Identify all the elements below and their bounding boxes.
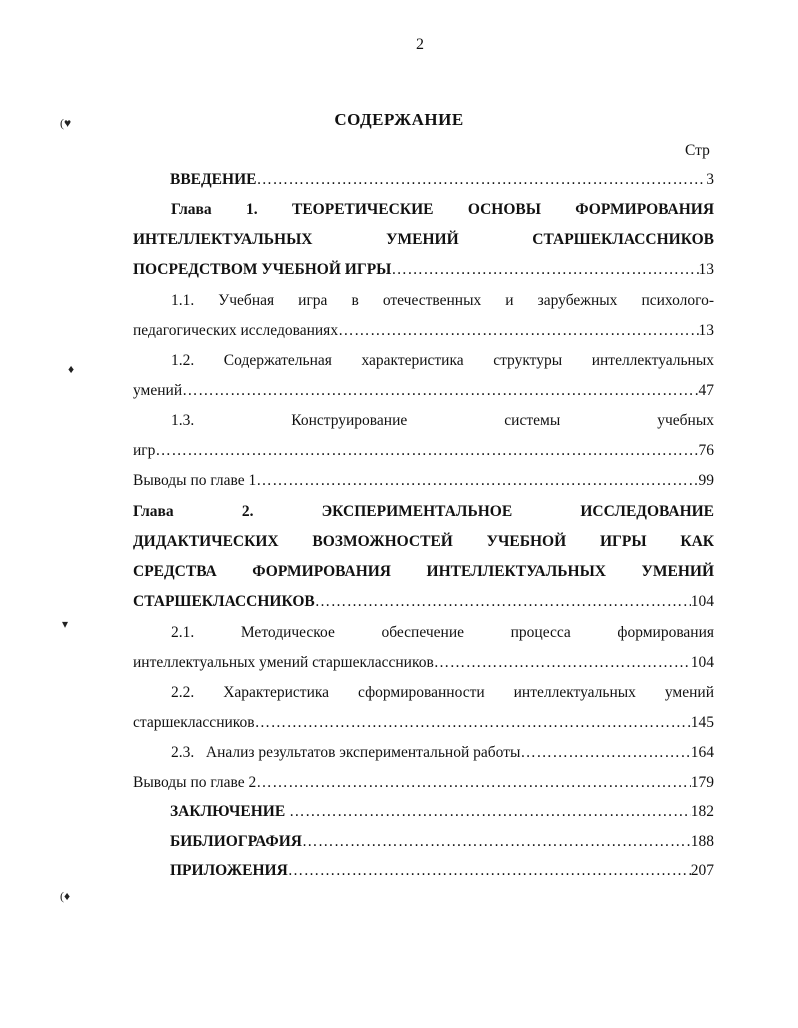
toc-leader-dots <box>434 653 691 673</box>
toc-word: Содержательная <box>223 352 332 369</box>
toc-chapter-1-line-2[interactable] <box>133 230 714 250</box>
toc-word: психолого- <box>641 292 714 309</box>
toc-word: игра <box>298 292 328 309</box>
page-column-label: Стр <box>685 142 710 159</box>
toc-word: в <box>351 292 359 309</box>
toc-entry-page: 104 <box>690 654 714 671</box>
margin-mark-icon: (♦ <box>60 889 71 903</box>
toc-entry-page: 3 <box>706 171 714 188</box>
toc-entry-appendices[interactable] <box>170 861 714 881</box>
toc-entry-page: 13 <box>698 261 714 278</box>
toc-word: Учебная <box>218 292 275 309</box>
toc-chapter-2-line-3[interactable] <box>133 562 714 582</box>
toc-leader-dots <box>182 381 698 401</box>
toc-word: ИНТЕЛЛЕКТУАЛЬНЫХ <box>426 563 606 580</box>
toc-entry-page: 207 <box>690 862 714 879</box>
toc-leader-dots <box>155 441 698 461</box>
toc-entry-label: игр <box>133 442 156 459</box>
toc-leader-dots <box>391 260 698 280</box>
margin-mark-icon: (♥ <box>60 116 72 130</box>
toc-word: характеристика <box>361 352 464 369</box>
toc-word: ВОЗМОЖНОСТЕЙ <box>312 533 453 550</box>
toc-leader-dots <box>289 802 691 822</box>
toc-word: ФОРМИРОВАНИЯ <box>252 563 391 580</box>
toc-entry-label: БИБЛИОГРАФИЯ <box>170 833 302 850</box>
toc-entry-conclusions-2[interactable] <box>133 773 714 793</box>
toc-word: структуры <box>493 352 563 369</box>
toc-word: ИНТЕЛЛЕКТУАЛЬНЫХ <box>133 231 313 248</box>
toc-section-2-2-line-2[interactable] <box>133 713 714 733</box>
toc-word: сформированности <box>358 684 485 701</box>
toc-word: УЧЕБНОЙ <box>486 533 567 550</box>
toc-word: зарубежных <box>537 292 618 309</box>
toc-word: 1. <box>246 201 258 218</box>
toc-entry-page: 47 <box>698 382 714 399</box>
toc-leader-dots <box>288 861 691 881</box>
toc-word: Характеристика <box>223 684 330 701</box>
toc-entry-label: Выводы по главе 2 <box>133 774 257 791</box>
toc-word: обеспечение <box>381 624 464 641</box>
toc-entry-label: СТАРШЕКЛАССНИКОВ <box>133 593 315 610</box>
toc-leader-dots <box>256 170 706 190</box>
toc-word: 1.3. <box>171 412 195 429</box>
toc-word: Глава <box>133 503 174 520</box>
toc-entry-page: 145 <box>690 714 714 731</box>
toc-word: и <box>505 292 514 309</box>
toc-entry-label: умений <box>133 382 183 399</box>
toc-word: 2. <box>241 503 254 520</box>
toc-entry-label: 2.3. Анализ результатов экспериментальной работы <box>171 744 521 761</box>
toc-entry-page: 164 <box>690 744 714 761</box>
toc-word: интеллектуальных <box>513 684 636 701</box>
toc-word: ЭКСПЕРИМЕНТАЛЬНОЕ <box>321 503 513 520</box>
toc-entry-label: Выводы по главе 1 <box>133 472 257 489</box>
toc-entry-label: педагогических исследованиях <box>133 322 339 339</box>
toc-word: 1.2. <box>171 352 195 369</box>
toc-word: формирования <box>617 624 715 641</box>
toc-entry-conclusions-1[interactable] <box>133 471 714 491</box>
toc-entry-page: 76 <box>698 442 714 459</box>
toc-section-1-3-line-2[interactable] <box>133 441 714 461</box>
toc-section-2-1-line-1[interactable] <box>133 623 714 643</box>
margin-mark-icon: ▾ <box>62 617 69 631</box>
toc-word: УМЕНИЙ <box>641 563 715 580</box>
toc-entry-label: ПРИЛОЖЕНИЯ <box>170 862 288 879</box>
toc-leader-dots <box>338 321 698 341</box>
toc-entry-conclusion[interactable] <box>170 802 714 822</box>
toc-chapter-1-line-3[interactable] <box>133 260 714 280</box>
toc-word: ФОРМИРОВАНИЯ <box>575 201 715 218</box>
toc-word: Методическое <box>240 624 335 641</box>
toc-chapter-2-line-4[interactable] <box>133 592 714 612</box>
toc-word: Глава <box>171 201 212 218</box>
toc-word: ОСНОВЫ <box>467 201 541 218</box>
toc-entry-label: старшеклассников <box>133 714 255 731</box>
toc-chapter-1-line-1[interactable] <box>133 200 714 220</box>
margin-mark-icon: ♦ <box>68 362 75 376</box>
toc-section-2-1-line-2[interactable] <box>133 653 714 673</box>
toc-section-1-2-line-1[interactable] <box>133 351 714 371</box>
toc-entry-label: ВВЕДЕНИЕ <box>170 171 257 188</box>
toc-chapter-2-line-2[interactable] <box>133 532 714 552</box>
toc-word: 2.2. <box>171 684 195 701</box>
toc-entry-bibliography[interactable] <box>170 832 714 852</box>
toc-entry-page: 99 <box>698 472 714 489</box>
toc-leader-dots <box>256 773 690 793</box>
toc-entry-page: 179 <box>690 774 714 791</box>
toc-word: 1.1. <box>171 292 195 309</box>
toc-entry-page: 104 <box>690 593 714 610</box>
toc-entry-label: интеллектуальных умений старшеклассников <box>133 654 434 671</box>
toc-word: СТАРШЕКЛАССНИКОВ <box>532 231 714 248</box>
toc-section-1-1-line-2[interactable] <box>133 321 714 341</box>
toc-section-2-2-line-1[interactable] <box>133 683 714 703</box>
page-number: 2 <box>416 36 424 53</box>
toc-section-1-1-line-1[interactable] <box>133 291 714 311</box>
toc-leader-dots <box>255 713 691 733</box>
toc-entry-page: 188 <box>690 833 714 850</box>
toc-word: Конструирование <box>291 412 408 429</box>
toc-word: отечественных <box>382 292 482 309</box>
toc-word: умений <box>664 684 715 701</box>
toc-word: ТЕОРЕТИЧЕСКИЕ <box>292 201 434 218</box>
toc-word: учебных <box>657 412 715 429</box>
toc-word: ИССЛЕДОВАНИЕ <box>580 503 715 520</box>
toc-entry-label: ПОСРЕДСТВОМ УЧЕБНОЙ ИГРЫ <box>133 261 392 278</box>
toc-word: интеллектуальных <box>591 352 715 369</box>
toc-leader-dots <box>256 471 698 491</box>
toc-leader-dots <box>315 592 691 612</box>
toc-word: СРЕДСТВА <box>133 563 217 580</box>
toc-entry-label: ЗАКЛЮЧЕНИЕ <box>170 803 290 820</box>
toc-entry-page: 182 <box>690 803 714 820</box>
toc-word: УМЕНИЙ <box>386 231 459 248</box>
toc-chapter-2-line-1[interactable] <box>133 502 714 522</box>
page-title: СОДЕРЖАНИЕ <box>334 110 464 129</box>
toc-word: ИГРЫ <box>599 533 647 550</box>
toc-section-2-3[interactable] <box>171 743 714 763</box>
toc-word: системы <box>504 412 561 429</box>
toc-leader-dots <box>302 832 691 852</box>
toc-section-1-2-line-2[interactable] <box>133 381 714 401</box>
toc-leader-dots <box>520 743 690 763</box>
toc-word: КАК <box>680 533 715 550</box>
toc-word: ДИДАКТИЧЕСКИХ <box>133 533 279 550</box>
toc-word: процесса <box>510 624 571 641</box>
toc-section-1-3-line-1[interactable] <box>133 411 714 431</box>
toc-word: 2.1. <box>171 624 195 641</box>
toc-entry-page: 13 <box>698 322 714 339</box>
toc-entry-intro[interactable] <box>170 170 714 190</box>
